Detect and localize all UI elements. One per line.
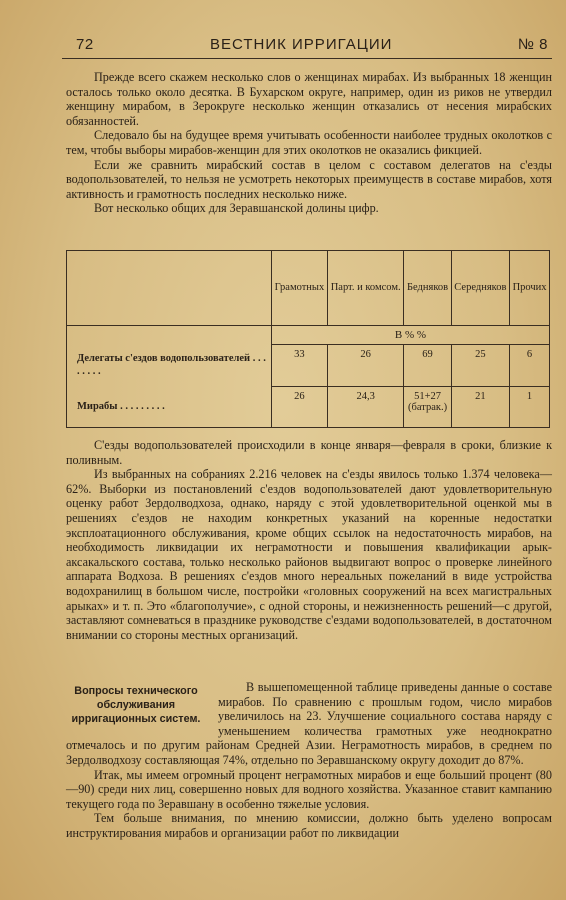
paragraph: Следовало бы на будущее время учитывать особенности наиболее трудных околотков с тем, чтобы выборы мирабов-женщин для этих околотков не оказались фикцией.	[66, 128, 552, 157]
table-cell: 26	[272, 386, 328, 428]
paragraph: Если же сравнить мирабский состав в целом с составом делегатов на с'езды водопользователей, то нельзя не усмотреть некоторых преимуществ в составе мирабов, хотя активность и грамотность последних несколько ниже.	[66, 157, 552, 201]
middle-text	[66, 438, 552, 642]
table-corner	[67, 251, 272, 326]
column-header: Парт. и комсом.	[327, 251, 404, 326]
data-table	[66, 250, 550, 428]
issue-number: № 8	[517, 36, 548, 53]
page-number: 72	[76, 36, 94, 53]
table-cell: 26	[327, 345, 404, 387]
paragraph: Прежде всего скажем несколько слов о женщинах мирабах. Из выбранных 18 женщин осталось только около десятка. В Бухарском округе, например, один из риков не утвердил женщину мирабом, в Зерокруге несколько женщин отказались от несения мирабских обязанностей.	[66, 70, 552, 128]
column-header: Середняков	[451, 251, 509, 326]
column-header: Бедняков	[404, 251, 451, 326]
column-header: Грамотных	[272, 251, 328, 326]
journal-title: ВЕСТНИК ИРРИГАЦИИ	[210, 36, 393, 53]
technical-service-section	[66, 680, 552, 841]
table-cell: 24,3	[327, 386, 404, 428]
table-cell: 25	[451, 345, 509, 387]
paragraph: Вот несколько общих для Зеравшанской долины цифр.	[94, 201, 379, 216]
table-cell: 1	[510, 386, 550, 428]
table-cell: 51+27 (батрак.)	[404, 386, 451, 428]
unit-row	[67, 326, 550, 345]
unit-label: В % %	[272, 326, 550, 345]
page-header	[62, 34, 552, 59]
row-label: Делегаты с'ездов водопользователей . . . . . . . .	[67, 345, 272, 387]
paragraph: В вышепомещенной таблице приведены данные о составе мирабов. По сравнению с прошлым годом, число мирабов увеличилось на 23. Улучшение социального состава наряду с уменьшением количества грамотных уже неоднократно отмечалось и по другим районам Средней Азии. Неграмотность мирабов, в среднем по Зердолводхозу составляющая 74%, отдельно по Зеравшанскому округу доходит до 87%.	[66, 680, 552, 767]
table-cell: 21	[451, 386, 509, 428]
table-cell: 69	[404, 345, 451, 387]
table-row	[67, 386, 550, 428]
row-label: Мирабы . . . . . . . . .	[67, 386, 272, 428]
column-header: Прочих	[510, 251, 550, 326]
side-heading: Вопросы технического обслуживания ирригационных систем.	[71, 685, 201, 725]
top-text	[66, 70, 552, 216]
table-header-row	[67, 251, 550, 326]
paragraph: С'езды водопользователей происходили в конце января—февраля в сроки, близкие к поливным.	[66, 438, 552, 467]
paragraph: Из выбранных на собраниях 2.216 человек на с'езды явилось только 1.374 человека—62%. Выборки из постановлений с'ездов водопользователей дают удовлетворительную оценку работ Зердолводхоза, однако, наряду с этой удовлетворительной оценкой мы в решениях с'ездов не находим конкретных указаний на коренные недостатки эксплоатационного обслуживания, кроме общих ссылок на недостаточность мирабов, на необходимость ликвидации их неграмотности и повышения квалификации арык-аксакальского состава, только несколько районов выдвигают вопрос о проверке линейного аппарата Водхоза. В решениях с'ездов много нереальных пожеланий в виде устройства водохранилищ в большом числе, постройки «головных сооружений на всех магистральных арыках» и т. п. Это «благополучие», с одной стороны, и нежизненность решений—с другой, заставляют сомневаться в празднике руководстве с'ездами водопользователей, в достаточном внимании со стороны местных организаций.	[66, 467, 552, 642]
table-cell: 6	[510, 345, 550, 387]
table-cell: 33	[272, 345, 328, 387]
table-row	[67, 345, 550, 387]
paragraph: Тем больше внимания, по мнению комиссии, должно быть уделено вопросам инструктирования мирабов и организации работ по ликвидации	[66, 811, 552, 840]
paragraph: Итак, мы имеем огромный процент неграмотных мирабов и еще больший процент (80—90) среди них лиц, совершенно новых для водного хозяйства. Указанное ставит кампанию текущего года по Зеравшану в особенно тяжелые условия.	[66, 767, 552, 811]
